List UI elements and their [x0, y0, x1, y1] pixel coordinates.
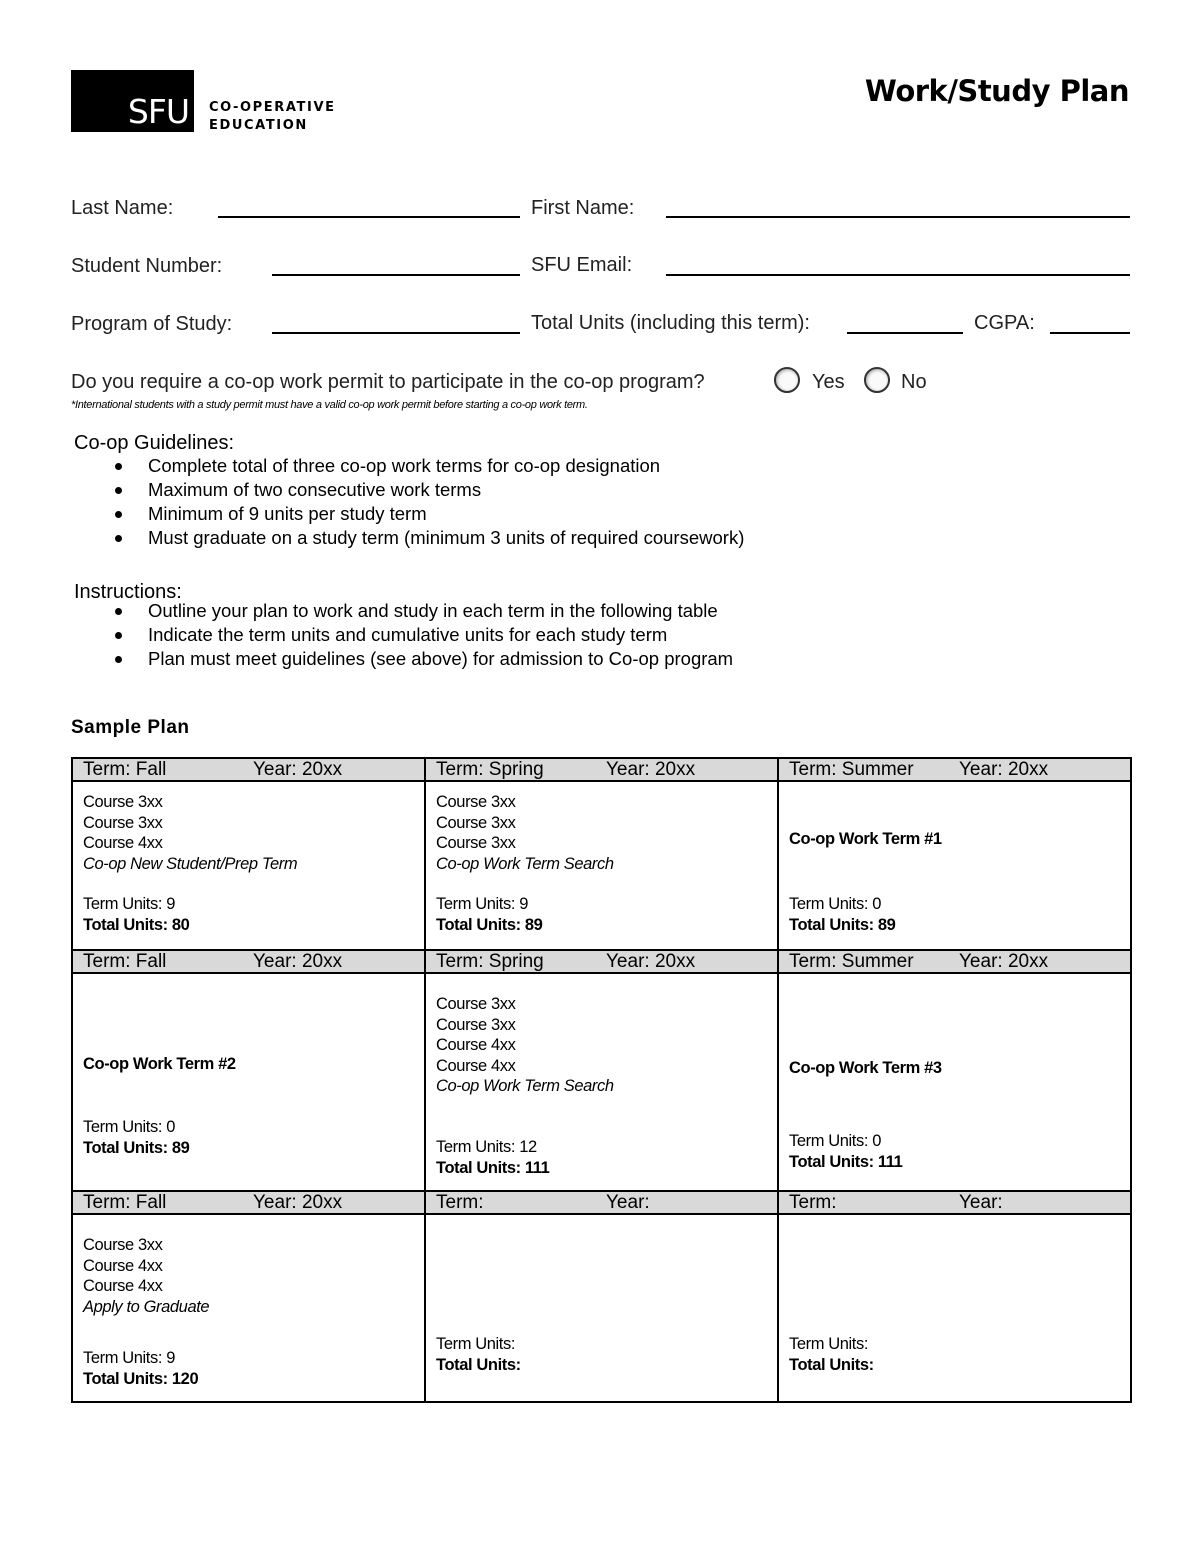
no-radio[interactable]	[864, 367, 890, 393]
logo-text	[209, 99, 336, 135]
term-units: Term Units:	[436, 1335, 516, 1353]
course-line: Course 4xx	[83, 834, 163, 852]
term-cell	[72, 781, 425, 950]
instruction-item: Outline your plan to work and study in each term in the following table	[148, 599, 733, 623]
year-label: Year: 20xx	[606, 759, 696, 780]
no-label: No	[901, 371, 927, 393]
student-number-label: Student Number:	[71, 255, 223, 277]
course-line: Course 3xx	[83, 1236, 163, 1254]
term-units: Term Units: 0	[83, 1118, 175, 1136]
course-line: Course 3xx	[83, 793, 163, 811]
cgpa-label: CGPA:	[974, 312, 1035, 334]
total-units-label: Total Units (including this term):	[531, 312, 810, 334]
term-cell[interactable]	[778, 1214, 1131, 1402]
term-header	[778, 1191, 1131, 1214]
term-label: Term:	[789, 1192, 837, 1213]
term-note: Apply to Graduate	[83, 1297, 210, 1316]
term-body-row	[72, 1214, 1131, 1402]
term-header	[72, 1191, 425, 1214]
term-label: Term: Fall	[83, 1192, 167, 1213]
instructions-heading: Instructions:	[74, 581, 182, 603]
guidelines-list	[148, 454, 744, 550]
course-line: Course 3xx	[436, 1015, 516, 1034]
year-label: Year:	[606, 1192, 650, 1213]
year-label: Year: 20xx	[959, 759, 1049, 780]
sfu-logo	[71, 70, 194, 132]
total-units: Total Units: 89	[83, 1138, 190, 1157]
term-label: Term: Spring	[436, 951, 544, 972]
last-name-field[interactable]	[218, 216, 520, 218]
last-name-label: Last Name:	[71, 197, 174, 219]
term-units: Term Units: 0	[789, 1132, 881, 1150]
term-header	[778, 758, 1131, 781]
logo-line-2: EDUCATION	[209, 118, 308, 133]
term-note: Co-op New Student/Prep Term	[83, 854, 298, 873]
guideline-item: Complete total of three co-op work terms for co-op designation	[148, 454, 744, 478]
instructions-list	[148, 599, 733, 671]
work-term-label: Co-op Work Term #3	[789, 1059, 942, 1077]
logo-mark: SFU	[127, 92, 189, 131]
term-cell[interactable]	[425, 1214, 778, 1402]
term-label: Term:	[436, 1192, 484, 1213]
total-units: Total Units: 111	[789, 1152, 903, 1171]
total-units: Total Units:	[789, 1355, 874, 1374]
total-units: Total Units: 89	[436, 915, 543, 934]
work-term-label: Co-op Work Term #2	[83, 1055, 236, 1073]
course-line: Course 3xx	[436, 834, 516, 852]
sample-plan-title: Sample Plan	[71, 717, 190, 738]
term-header-row	[72, 950, 1131, 973]
year-label: Year: 20xx	[253, 1192, 343, 1213]
guideline-item: Minimum of 9 units per study term	[148, 502, 744, 526]
course-line: Course 4xx	[83, 1256, 163, 1275]
year-label: Year:	[959, 1192, 1003, 1213]
term-label: Term: Fall	[83, 951, 167, 972]
sample-plan-table	[71, 757, 1132, 1403]
course-line: Course 3xx	[436, 793, 516, 811]
term-header	[778, 950, 1131, 973]
guidelines-heading: Co-op Guidelines:	[74, 432, 235, 454]
cgpa-field[interactable]	[1050, 332, 1130, 334]
term-units: Term Units: 0	[789, 895, 881, 913]
year-label: Year: 20xx	[959, 951, 1049, 972]
course-line: Course 4xx	[436, 1036, 516, 1054]
year-label: Year: 20xx	[253, 951, 343, 972]
term-header	[425, 1191, 778, 1214]
term-header	[425, 950, 778, 973]
yes-radio[interactable]	[774, 367, 800, 393]
total-units-field[interactable]	[847, 332, 963, 334]
term-note: Co-op Work Term Search	[436, 854, 614, 873]
total-units: Total Units: 120	[83, 1369, 199, 1388]
program-label: Program of Study:	[71, 313, 233, 335]
term-cell	[778, 973, 1131, 1191]
term-header	[72, 758, 425, 781]
term-header	[425, 758, 778, 781]
permit-question: Do you require a co-op work permit to participate in the co-op program?	[71, 371, 705, 393]
term-cell	[778, 781, 1131, 950]
course-line: Course 3xx	[436, 995, 516, 1013]
course-line: Course 3xx	[83, 813, 163, 832]
first-name-field[interactable]	[666, 216, 1130, 218]
total-units: Total Units: 111	[436, 1158, 550, 1177]
term-cell	[72, 1214, 425, 1402]
term-label: Term: Summer	[789, 951, 914, 972]
term-cell	[425, 973, 778, 1191]
instruction-item: Plan must meet guidelines (see above) for admission to Co-op program	[148, 648, 734, 669]
term-units: Term Units: 9	[436, 895, 528, 913]
term-units: Term Units: 9	[83, 1349, 175, 1367]
permit-note: *International students with a study permit must have a valid co-op work permit before starting a co-op work term.	[71, 399, 588, 411]
instruction-item: Indicate the term units and cumulative units for each study term	[148, 623, 733, 647]
term-cell	[425, 781, 778, 950]
guideline-item: Must graduate on a study term (minimum 3 units of required coursework)	[148, 527, 745, 548]
term-label: Term: Fall	[83, 759, 167, 780]
student-number-field[interactable]	[272, 274, 520, 276]
term-cell	[72, 973, 425, 1191]
sfu-email-label: SFU Email:	[531, 254, 633, 276]
program-field[interactable]	[272, 332, 520, 334]
term-note: Co-op Work Term Search	[436, 1077, 614, 1095]
term-body-row	[72, 973, 1131, 1191]
page-title: Work/Study Plan	[864, 74, 1129, 108]
term-units: Term Units: 12	[436, 1138, 537, 1156]
term-units: Term Units: 9	[83, 895, 175, 913]
total-units: Total Units: 89	[789, 915, 896, 934]
term-header-row	[72, 1191, 1131, 1214]
total-units: Total Units:	[436, 1355, 521, 1374]
course-line: Course 4xx	[436, 1056, 516, 1075]
total-units: Total Units: 80	[83, 915, 190, 934]
logo-line-1: CO-OPERATIVE	[209, 100, 336, 115]
term-units: Term Units:	[789, 1335, 869, 1353]
work-term-label: Co-op Work Term #1	[789, 830, 942, 848]
yes-label: Yes	[812, 371, 845, 393]
year-label: Year: 20xx	[606, 951, 696, 972]
sfu-email-field[interactable]	[666, 274, 1130, 276]
term-header-row	[72, 758, 1131, 781]
first-name-label: First Name:	[531, 197, 635, 219]
course-line: Course 4xx	[83, 1277, 163, 1295]
term-body-row	[72, 781, 1131, 950]
course-line: Course 3xx	[436, 813, 516, 832]
year-label: Year: 20xx	[253, 759, 343, 780]
term-header	[72, 950, 425, 973]
term-label: Term: Spring	[436, 759, 544, 780]
term-label: Term: Summer	[789, 759, 914, 780]
guideline-item: Maximum of two consecutive work terms	[148, 478, 744, 502]
